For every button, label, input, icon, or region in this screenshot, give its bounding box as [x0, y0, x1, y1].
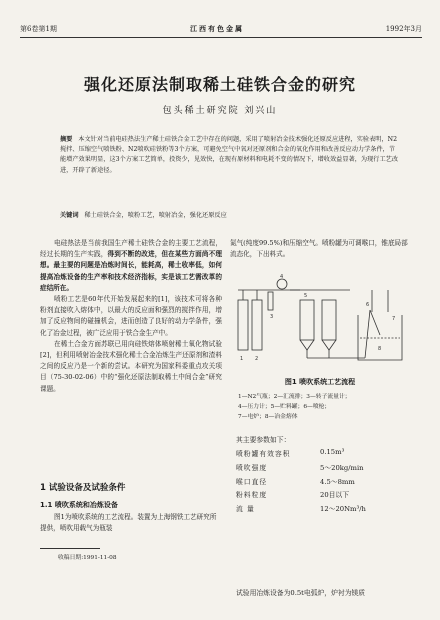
- journal-name: 江西有色金属: [190, 24, 244, 33]
- paper-title: 强化还原法制取稀土硅铁合金的研究: [83, 75, 356, 94]
- paragraph-1-normal: 电硅热法是当前我国生产稀土硅铁合金的主要工艺流程，经过长期的生产实践，: [40, 239, 222, 259]
- legend-line: 7—电炉；8—冶金熔体: [238, 414, 298, 420]
- body-left-column-2: [40, 512, 222, 534]
- paragraph-3: 在稀土合金方面苏联已用向硅铁熔体喷射稀土氧化物试验[2]，但利用喷射冶金技术强化稀土合金冶炼生产还原剂和渣料之间的反应乃是一个新的尝试。本研究为国家科委重点攻关项目（75-30-02-06）中的“强化还原法制取稀土中间合金”研究课题。: [40, 339, 222, 393]
- fig-label-4: 4: [280, 274, 284, 280]
- keywords: [60, 210, 400, 219]
- spec-value: 0.15m³: [320, 448, 345, 456]
- legend-line: 1—N2气瓶；2—汇流排；3—转子流量计；: [238, 394, 351, 400]
- spec-row: [236, 462, 412, 476]
- running-header: [20, 24, 422, 38]
- legend-line: 4—压力计；5—贮料罐；6—喷枪；: [238, 404, 331, 410]
- figure-caption: 图1 喷吹系统工艺流程: [284, 378, 356, 386]
- spec-row: [236, 503, 412, 517]
- author-line: 包头稀土研究院 刘兴山: [162, 106, 278, 116]
- issue-label: 第6卷第1期: [20, 25, 57, 33]
- spec-key: 喷粉罐有效容积: [236, 450, 291, 458]
- spec-key: 喉口直径: [236, 477, 268, 486]
- spec-list: [236, 448, 412, 517]
- section-heading-1: 1 试验设备及试验条件: [40, 483, 126, 493]
- paragraph-1-emphasis: 得到不断的改进，但在某些方面尚不理想。最主要的问题是冶炼时间长，能耗高，稀土收率低，如何提高冶炼设备的生产率和技术经济指标，实是该工艺需改革的症结所在。: [40, 250, 223, 292]
- received-date-footnote: 收稿日期:1991-11-08: [58, 555, 117, 561]
- fig-label-5: 5: [304, 293, 308, 299]
- spec-key: 粉料粒度: [236, 491, 268, 500]
- subsection-heading-1-1: 1.1 喷吹系统和冶炼设备: [40, 501, 118, 509]
- lance-line: [365, 310, 370, 358]
- flowmeter: [268, 292, 273, 310]
- paragraph-right-intro: 氮气(纯度99.5%)和压缩空气。喷粉罐为可调喉口，锥底局部流态化，下出料式。: [230, 239, 408, 259]
- spec-row: [236, 489, 412, 503]
- paragraph-1: [40, 238, 222, 294]
- footnote-rule: [40, 548, 100, 549]
- spec-value: 5～20kg/min: [320, 463, 364, 472]
- figure-legend: [238, 392, 410, 422]
- body-right-column: [230, 238, 410, 260]
- abstract-label: 摘要: [60, 136, 73, 143]
- paragraph-right-tail: 试验用冶炼设备为0.5t电弧炉，炉衬为镁质: [236, 589, 366, 597]
- abstract-text: 本文针对当前电硅热法生产稀土硅铁合金工艺中存在的问题，采用了喷射冶金技术强化还原反应进程，实验表明，N2搅拌、压缩空气喷铁粉、N2喷吹硅铁粉等3个方案，可避免空气中氧对还原剂和合金的氧化作用和改善反应动力学条件，节能增产效果明显，这3个方案工艺简单，投资少，见效快，在现有原材料和电耗不变的情况下，增收效益显著，为现行工艺改进，开辟了新途径。: [60, 136, 399, 174]
- process-flow-figure: [230, 270, 410, 370]
- paragraph-2: 喷粉工艺是60年代开始发展起来的[1]，该技术可将各种粉剂直接吹入熔体中，以最大的反应面和强烈的搅拌作用，增加了反应物间的碰撞机会，进而创造了良好的动力学条件，强化了冶金过程，被广泛应用于铁合金生产中。: [40, 295, 222, 337]
- date-label: 1992年3月: [385, 25, 422, 33]
- feed-tank-2: [322, 300, 336, 340]
- spec-key: 流 量: [236, 505, 255, 514]
- gas-cylinder-1: [238, 300, 248, 350]
- body-left-column: [40, 238, 222, 395]
- lance: [370, 310, 380, 335]
- fig-label-7: 7: [392, 316, 396, 322]
- keywords-text: 稀土硅铁合金，喷粉工艺，喷射冶金，强化还原反应: [84, 212, 227, 219]
- pressure-gauge: [277, 279, 287, 289]
- spec-heading: 其主要参数如下：: [236, 436, 291, 444]
- furnace-shell: [358, 315, 402, 360]
- spec-row: [236, 448, 412, 462]
- spec-value: 20目以下: [320, 491, 350, 500]
- spec-value: 4.5～8mm: [320, 477, 355, 486]
- fig-label-1: 1: [240, 356, 244, 362]
- fig-label-3: 3: [270, 314, 274, 320]
- gas-cylinder-2: [252, 300, 262, 350]
- fig-label-2: 2: [255, 356, 259, 362]
- fig-label-8: 8: [378, 346, 382, 352]
- feed-tank-1: [300, 300, 314, 340]
- spec-key: 喷吹强度: [236, 463, 268, 472]
- paragraph-4: 图1为喷吹系统的工艺流程。装置为上海钢铁工艺研究所提供，喷吹用载气为瓶装: [40, 513, 217, 533]
- spec-row: [236, 476, 412, 490]
- spec-value: 12～20Nm³/h: [320, 505, 366, 514]
- keywords-label: 关键词: [60, 212, 79, 219]
- abstract: [60, 135, 400, 176]
- fig-label-6: 6: [366, 302, 370, 308]
- header-rule: [20, 37, 422, 38]
